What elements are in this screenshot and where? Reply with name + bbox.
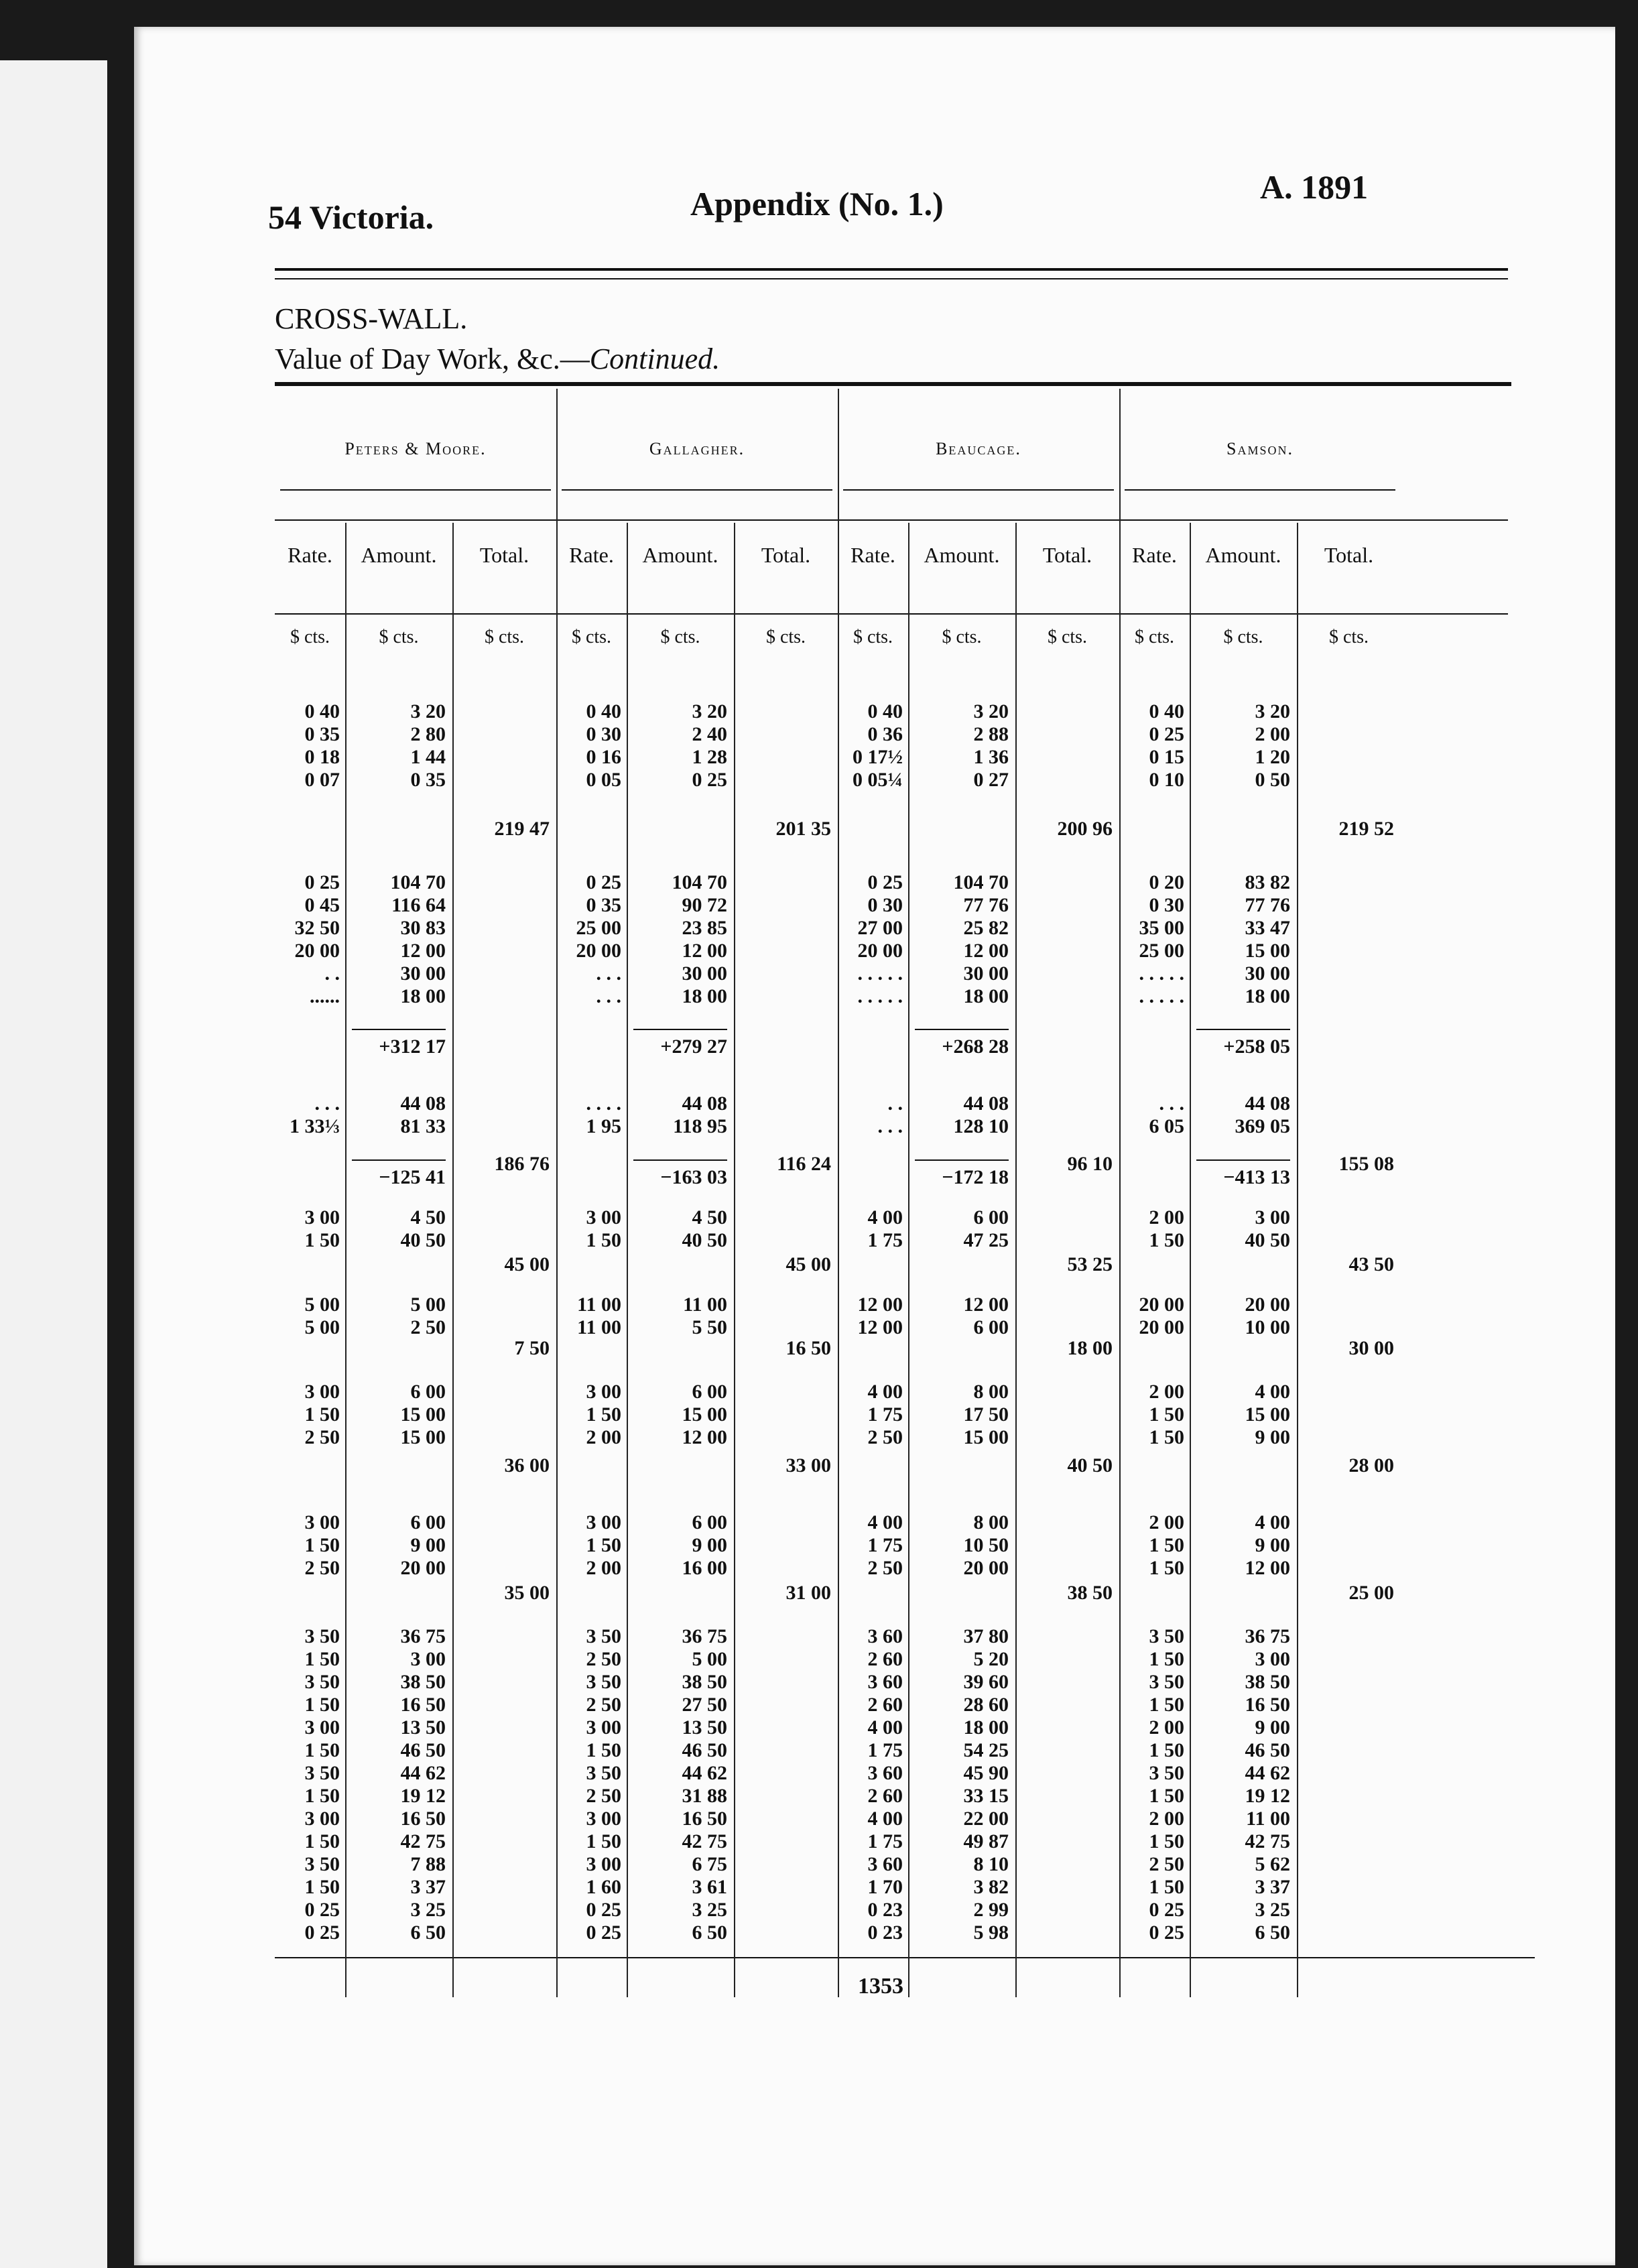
header-rule xyxy=(275,268,1508,271)
header-right: A. 1891 xyxy=(1260,168,1369,206)
subtotal-value: +268 28 xyxy=(942,1035,1009,1058)
amount-cell: 6 00 9 00 20 00 xyxy=(400,1511,446,1579)
section-title: CROSS-WALL. xyxy=(275,302,468,335)
column-label-total: Total. xyxy=(761,543,811,567)
total-value: 36 00 xyxy=(504,1454,550,1476)
total-value: 200 96 xyxy=(1057,818,1113,840)
column-header-rule xyxy=(275,519,1508,521)
amount-cell: 83 82 77 76 33 47 15 00 30 00 18 00 xyxy=(1245,871,1290,1007)
rate-cell: 0 20 0 30 35 00 25 00 . . . . . . . . . . xyxy=(1139,871,1184,1007)
total-value: 45 00 xyxy=(785,1253,831,1275)
rate-cell: 3 50 1 50 3 50 1 50 2 00 1 50 3 50 1 50 2 00 1 50 2 50 1 50 0 25 0 25 xyxy=(1149,1625,1184,1944)
amount-cell: 44 08 369 05 xyxy=(1235,1092,1290,1137)
rate-cell: 0 40 0 25 0 15 0 10 xyxy=(1149,700,1184,791)
amount-cell: 6 00 9 00 16 00 xyxy=(682,1511,727,1579)
rate-cell: 0 25 0 30 27 00 20 00 . . . . . . . . . . xyxy=(857,871,903,1007)
amount-cell: 6 00 15 00 12 00 xyxy=(682,1381,727,1448)
title-rule xyxy=(275,382,1511,386)
subtotal-value: −163 03 xyxy=(660,1166,727,1188)
amount-cell: 4 50 40 50 xyxy=(400,1206,446,1251)
subtotal-value: +258 05 xyxy=(1223,1035,1290,1058)
amount-cell: 37 80 5 20 39 60 28 60 18 00 54 25 45 90 33 15 22 00 49 87 8 10 3 82 2 99 5 98 xyxy=(963,1625,1009,1944)
rate-cell: 3 00 1 50 xyxy=(304,1206,340,1251)
unit-label-rate: $ cts. xyxy=(853,627,893,647)
subtotal-rule xyxy=(352,1029,446,1030)
rate-cell: 3 00 1 50 2 50 xyxy=(304,1381,340,1448)
rate-cell: . . . . 1 95 xyxy=(586,1092,621,1137)
unit-label-total: $ cts. xyxy=(484,627,525,647)
amount-cell: 44 08 118 95 xyxy=(673,1092,727,1137)
total-value: 45 00 xyxy=(504,1253,550,1275)
rate-cell: 4 00 1 75 2 50 xyxy=(867,1511,903,1579)
column-label-total: Total. xyxy=(1324,543,1374,567)
group-heading-gallagher: Gallagher. xyxy=(649,439,745,458)
subtotal-rule xyxy=(352,1159,446,1161)
rate-cell: 0 40 0 36 0 17½ 0 05¼ xyxy=(853,700,903,791)
group-heading-rule xyxy=(562,489,832,491)
subtotal-rule xyxy=(633,1029,727,1030)
total-value: 38 50 xyxy=(1067,1582,1113,1604)
amount-cell: 4 00 15 00 9 00 xyxy=(1245,1381,1290,1448)
rate-cell: 0 40 0 30 0 16 0 05 xyxy=(586,700,621,791)
adjacent-page-edge xyxy=(0,60,107,2268)
total-value: 33 00 xyxy=(785,1454,831,1476)
unit-label-total: $ cts. xyxy=(1328,627,1369,647)
amount-cell: 104 70 90 72 23 85 12 00 30 00 18 00 xyxy=(672,871,727,1007)
total-value: 116 24 xyxy=(777,1153,831,1175)
header-center: Appendix (No. 1.) xyxy=(690,185,944,223)
amount-cell: 36 75 3 00 38 50 16 50 9 00 46 50 44 62 19 12 11 00 42 75 5 62 3 37 3 25 6 50 xyxy=(1245,1625,1290,1944)
rate-cell: . . . 1 33⅓ xyxy=(290,1092,340,1137)
total-value: 25 00 xyxy=(1348,1582,1394,1604)
amount-cell: 104 70 116 64 30 83 12 00 30 00 18 00 xyxy=(390,871,446,1007)
amount-cell: 3 20 2 00 1 20 0 50 xyxy=(1255,700,1290,791)
group-heading-rule xyxy=(280,489,551,491)
amount-cell: 36 75 5 00 38 50 27 50 13 50 46 50 44 62 31 88 16 50 42 75 6 75 3 61 3 25 6 50 xyxy=(682,1625,727,1944)
amount-cell: 5 00 2 50 xyxy=(410,1294,446,1338)
column-label-rate: Rate. xyxy=(569,543,614,567)
subtitle-plain: Value of Day Work, &c.— xyxy=(275,342,590,375)
rate-cell: 3 00 1 50 xyxy=(586,1206,621,1251)
group-heading-rule xyxy=(1125,489,1395,491)
unit-label-amount: $ cts. xyxy=(942,627,982,647)
amount-cell: 20 00 10 00 xyxy=(1245,1294,1290,1338)
rate-cell: 12 00 12 00 xyxy=(857,1294,903,1338)
amount-cell: 104 70 77 76 25 82 12 00 30 00 18 00 xyxy=(953,871,1009,1007)
subtitle-italic: Continued. xyxy=(589,342,720,375)
group-heading-peters-moore: Peters & Moore. xyxy=(344,439,487,458)
header-left: 54 Victoria. xyxy=(268,198,434,236)
unit-label-amount: $ cts. xyxy=(379,627,419,647)
total-value: 155 08 xyxy=(1338,1153,1394,1175)
column-label-total: Total. xyxy=(479,543,529,567)
subtotal-value: +312 17 xyxy=(379,1035,446,1058)
column-label-amount: Amount. xyxy=(642,543,718,567)
rate-cell: 3 50 2 50 3 50 2 50 3 00 1 50 3 50 2 50 3 00 1 50 3 00 1 60 0 25 0 25 xyxy=(586,1625,621,1944)
amount-cell: 44 08 128 10 xyxy=(953,1092,1009,1137)
subtotal-value: −172 18 xyxy=(942,1166,1009,1188)
document-page xyxy=(134,27,1615,2265)
unit-label-rate: $ cts. xyxy=(571,627,612,647)
column-label-rate: Rate. xyxy=(850,543,895,567)
total-value: 201 35 xyxy=(775,818,831,840)
amount-cell: 12 00 6 00 xyxy=(963,1294,1009,1338)
unit-label-rate: $ cts. xyxy=(290,627,330,647)
table-bottom-rule xyxy=(275,1957,1535,1958)
total-value: 40 50 xyxy=(1067,1454,1113,1476)
subtotal-rule xyxy=(1196,1159,1290,1161)
amount-cell: 4 50 40 50 xyxy=(682,1206,727,1251)
column-label-amount: Amount. xyxy=(924,543,1000,567)
unit-label-amount: $ cts. xyxy=(1223,627,1263,647)
total-value: 31 00 xyxy=(785,1582,831,1604)
group-heading-rule xyxy=(843,489,1114,491)
amount-cell: 8 00 10 50 20 00 xyxy=(963,1511,1009,1579)
amount-cell: 6 00 15 00 15 00 xyxy=(400,1381,446,1448)
page-number: 1353 xyxy=(858,1974,903,1999)
total-value: 28 00 xyxy=(1348,1454,1394,1476)
rate-cell: . . . 6 05 xyxy=(1149,1092,1184,1137)
rate-cell: 11 00 11 00 xyxy=(577,1294,621,1338)
rate-cell: 3 60 2 60 3 60 2 60 4 00 1 75 3 60 2 60 4 00 1 75 3 60 1 70 0 23 0 23 xyxy=(867,1625,903,1944)
total-value: 219 47 xyxy=(494,818,550,840)
total-value: 16 50 xyxy=(785,1337,831,1359)
subtotal-value: −413 13 xyxy=(1223,1166,1290,1188)
amount-cell: 3 20 2 88 1 36 0 27 xyxy=(973,700,1009,791)
group-heading-samson: Samson. xyxy=(1226,439,1294,458)
amount-cell: 3 00 40 50 xyxy=(1245,1206,1290,1251)
rate-cell: 3 00 1 50 2 00 xyxy=(586,1381,621,1448)
subtotal-rule xyxy=(915,1159,1009,1161)
rate-cell: 4 00 1 75 xyxy=(867,1206,903,1251)
subtotal-rule xyxy=(1196,1029,1290,1030)
subtotal-rule xyxy=(915,1029,1009,1030)
subtitle xyxy=(275,342,720,376)
rate-cell: 0 25 0 45 32 50 20 00 . . ...... xyxy=(294,871,340,1007)
rate-cell: 2 00 1 50 1 50 xyxy=(1149,1381,1184,1448)
rate-cell: 5 00 5 00 xyxy=(304,1294,340,1338)
amount-cell: 11 00 5 50 xyxy=(683,1294,727,1338)
total-value: 43 50 xyxy=(1348,1253,1394,1275)
column-label-total: Total. xyxy=(1042,543,1092,567)
unit-label-rate: $ cts. xyxy=(1134,627,1175,647)
subtotal-rule xyxy=(633,1159,727,1161)
rate-cell: 4 00 1 75 2 50 xyxy=(867,1381,903,1448)
amount-cell: 4 00 9 00 12 00 xyxy=(1245,1511,1290,1579)
total-value: 18 00 xyxy=(1067,1337,1113,1359)
unit-label-total: $ cts. xyxy=(765,627,806,647)
rate-cell: . . . . . xyxy=(877,1092,903,1137)
rate-cell: 3 50 1 50 3 50 1 50 3 00 1 50 3 50 1 50 3 00 1 50 3 50 1 50 0 25 0 25 xyxy=(304,1625,340,1944)
rate-cell: 20 00 20 00 xyxy=(1139,1294,1184,1338)
column-label-amount: Amount. xyxy=(361,543,437,567)
rate-cell: 2 00 1 50 xyxy=(1149,1206,1184,1251)
rate-cell: 0 40 0 35 0 18 0 07 xyxy=(304,700,340,791)
total-value: 53 25 xyxy=(1067,1253,1113,1275)
total-value: 30 00 xyxy=(1348,1337,1394,1359)
amount-cell: 44 08 81 33 xyxy=(400,1092,446,1137)
column-label-rate: Rate. xyxy=(288,543,332,567)
total-value: 219 52 xyxy=(1338,818,1394,840)
total-value: 186 76 xyxy=(494,1153,550,1175)
total-value: 96 10 xyxy=(1067,1153,1113,1175)
amount-cell: 3 20 2 40 1 28 0 25 xyxy=(692,700,727,791)
subtotal-value: +279 27 xyxy=(660,1035,727,1058)
total-value: 7 50 xyxy=(514,1337,550,1359)
unit-label-amount: $ cts. xyxy=(660,627,700,647)
amount-cell: 36 75 3 00 38 50 16 50 13 50 46 50 44 62 19 12 16 50 42 75 7 88 3 37 3 25 6 50 xyxy=(400,1625,446,1944)
subtotal-value: −125 41 xyxy=(379,1166,446,1188)
column-label-rate: Rate. xyxy=(1132,543,1177,567)
rate-cell: 3 00 1 50 2 00 xyxy=(586,1511,621,1579)
header-rule-thin xyxy=(275,278,1508,279)
rate-cell: 0 25 0 35 25 00 20 00 . . . . . . xyxy=(576,871,621,1007)
unit-label-total: $ cts. xyxy=(1047,627,1088,647)
total-value: 35 00 xyxy=(504,1582,550,1604)
rate-cell: 2 00 1 50 1 50 xyxy=(1149,1511,1184,1579)
units-rule xyxy=(275,613,1508,615)
amount-cell: 3 20 2 80 1 44 0 35 xyxy=(410,700,446,791)
column-label-amount: Amount. xyxy=(1205,543,1281,567)
rate-cell: 3 00 1 50 2 50 xyxy=(304,1511,340,1579)
amount-cell: 8 00 17 50 15 00 xyxy=(963,1381,1009,1448)
group-heading-beaucage: Beaucage. xyxy=(936,439,1021,458)
amount-cell: 6 00 47 25 xyxy=(963,1206,1009,1251)
